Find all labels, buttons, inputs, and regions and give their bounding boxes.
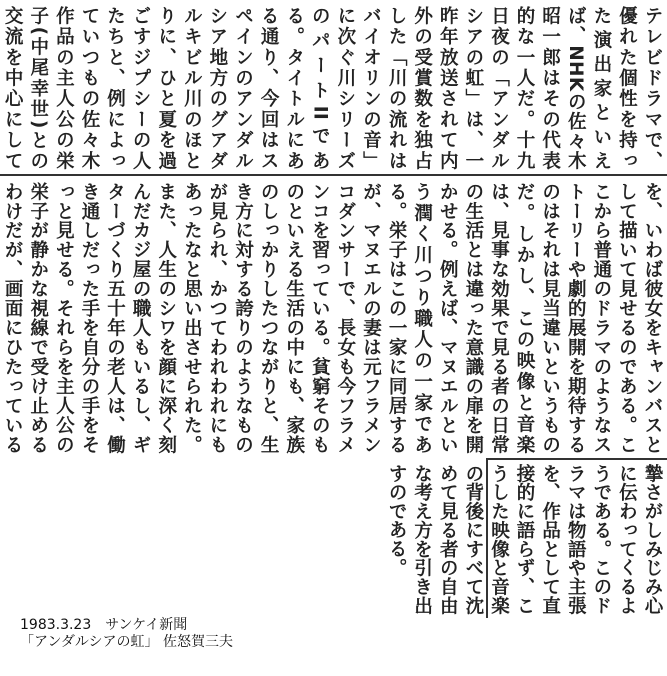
article-column-upper: テレビドラマで、優れた個性を持った演出家といえば、NHKの佐々木昭一郎はその代表的な一人だ。十九日夜の「アンダルシアの虹」は、一昨年放送されて内外の受賞数を独占した「川の流れはバイオリンの音」に次ぐ川シリーズのパートIIである。タイトルにある通り、今回はスペインのアンダルシア地方のグアダルキビル川のほとりに、ひと夏を過ごすジプシーの人たちと、例によっていつもの佐々木作品の主人公の栄子(中尾幸世)との交流を中心にして — [2, 6, 663, 170]
source-caption-title: 「アンダルシアの虹」 佐怒賀三夫 — [20, 634, 233, 650]
article-column-middle: を、いわば彼女をキャンバスとして描いて見せるのである。ここから普通のドラマのようなストーリーや劇的展開を期待するのはそれは見当違いというものだ。しかし、この映像と音楽は、見事な効果で見る者の日常の生活とは違った意識の扉を開かせる。例えば、マヌエルという潤く川つり職人の一家である。栄子はこの一家に同居するが、マヌエルの妻は元フラメンコダンサーで、長女も今フラメンコを習っている。貧窮そのものといえる生活の中にも、家族のしっかりしたつながりと、生き方に対する誇りのようなものが見られ、かつてわれわれにもあったなと思い出させられた。また、人生のシワを顔に深く刻んだカジ屋の職人もいるし、ギターづくり五十年の老人は、働き通しだった手を自分の手をそっと見せる。それらを主人公の栄子が静かな視線で受け止めるわけだが、画面にひたっている — [2, 182, 663, 454]
article-column-lower: 摯さがしみじみ心に伝わってくるようである。このドラマは物語や主張を、作品として直接的に語らず、こうした映像と音楽の背後にすべて沈めて見る者の自由な考え方を引き出すのである。 — [386, 464, 663, 615]
column-divider-upper — [0, 174, 667, 176]
column-divider-lower — [486, 458, 667, 460]
source-caption-date: 1983.3.23 サンケイ新聞 — [20, 617, 188, 633]
